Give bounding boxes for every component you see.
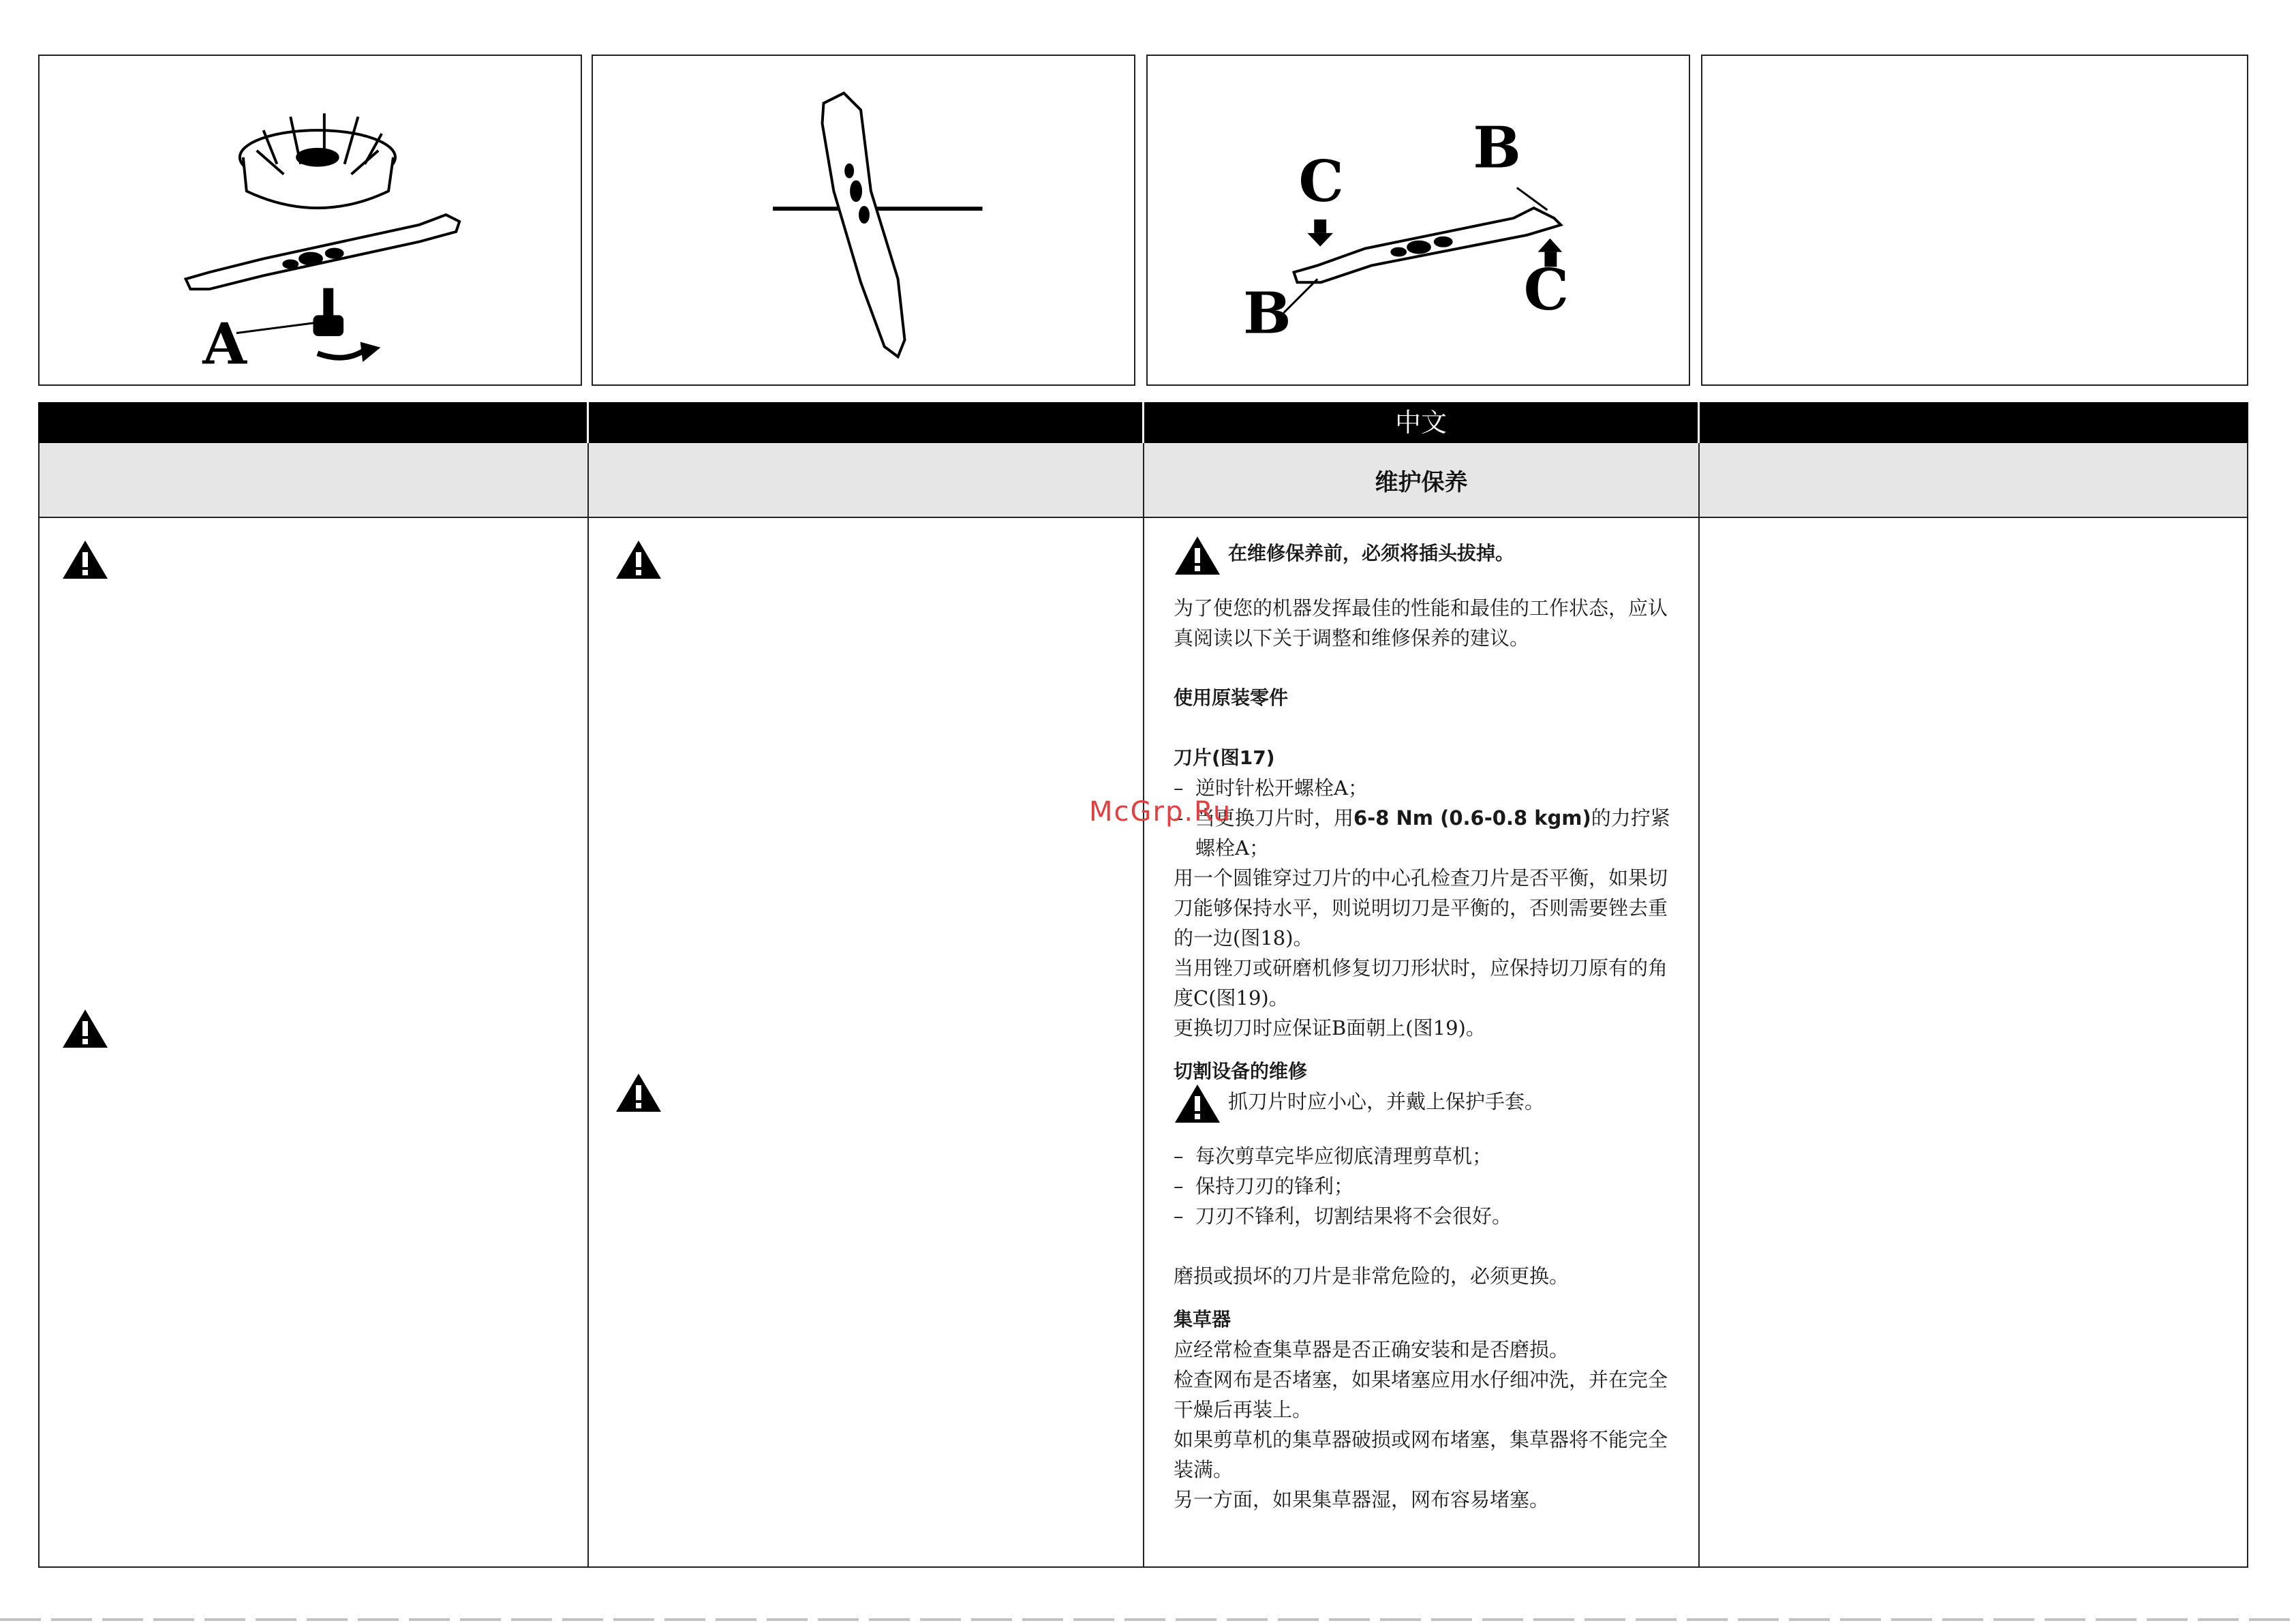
blade-removal-illustration (40, 56, 581, 384)
watermark: McGrp.Ru (1089, 796, 1232, 828)
label-b-top: B (1473, 114, 1521, 181)
heading-grass-collector: 集草器 (1174, 1308, 1231, 1331)
title-maintenance: 维护保养 (1144, 443, 1700, 517)
warning-triangle-icon (1174, 534, 1221, 577)
impeller-drawing (240, 113, 395, 208)
warning-gloves-line (1174, 1087, 1674, 1127)
column-2 (589, 518, 1144, 1566)
item-keep-sharp: – 保持刀刃的锋利； (1174, 1171, 1674, 1201)
title-cell-1 (40, 443, 589, 517)
item-clean: – 每次剪草完毕应彻底清理剪草机； (1174, 1141, 1674, 1171)
blade-balance-illustration (593, 56, 1134, 384)
figure-17-panel (38, 55, 582, 386)
sharpening-blade-drawing (1294, 208, 1561, 282)
arrow-down-icon (1307, 219, 1333, 247)
blade-step-tighten (1174, 803, 1674, 863)
section-title-bar (38, 443, 2248, 518)
heading-original-parts: 使用原装零件 (1174, 686, 1289, 709)
column-1 (40, 518, 589, 1566)
chinese-maintenance-text (1174, 539, 1674, 1515)
title-cell-2 (589, 443, 1144, 517)
lang-cell-chinese: 中文 (1144, 402, 1700, 443)
label-a: A (202, 310, 247, 378)
label-c-top: C (1298, 148, 1344, 215)
worn-blade-paragraph: 磨损或损坏的刀片是非常危险的，必须更换。 (1174, 1264, 1570, 1288)
warning-triangle-icon (61, 539, 109, 581)
collector-para-1: 应经常检查集草器是否正确安装和是否磨损。 (1174, 1338, 1570, 1361)
collector-para-3: 如果剪草机的集草器破损或网布堵塞，集草器将不能完全装满。 (1174, 1428, 1668, 1481)
balance-paragraph: 用一个圆锥穿过刀片的中心孔检查刀片是否平衡，如果切刀能够保持水平，则说明切刀是平衡的，否则需要锉去重的一边(图18)。 (1174, 866, 1668, 950)
sharpen-paragraph: 当用锉刀或研磨机修复切刀形状时，应保持切刀原有的角度C(图19)。 (1174, 956, 1668, 1010)
column-4 (1700, 518, 2247, 1566)
blade-sharpening-illustration (1148, 56, 1689, 384)
replace-paragraph: 更换切刀时应保证B面朝上(图19)。 (1174, 1016, 1486, 1040)
footer-dashed-rule (0, 1618, 2296, 1621)
warning-gloves-text: 抓刀片时应小心，并戴上保护手套。 (1228, 1090, 1545, 1113)
blade-drawing (186, 215, 460, 289)
collector-para-4: 另一方面，如果集草器湿，网布容易堵塞。 (1174, 1488, 1550, 1511)
heading-cutting-maintenance: 切割设备的维修 (1174, 1060, 1308, 1082)
language-header-bar (38, 402, 2248, 443)
title-cell-4 (1700, 443, 2247, 517)
warning-unplug-text: 在维修保养前，必须将插头拔掉。 (1228, 542, 1515, 564)
vertical-blade-drawing (823, 93, 905, 357)
warning-unplug-line (1174, 539, 1674, 579)
warning-triangle-icon (615, 1072, 662, 1114)
lang-cell-1 (38, 402, 589, 443)
item-dull: – 刀刃不锋利，切割结果将不会很好。 (1174, 1201, 1674, 1231)
torque-value: 6-8 Nm (0.6-0.8 kgm) (1353, 806, 1591, 830)
label-b-bottom: B (1243, 279, 1291, 347)
blade-step-loosen: – 逆时针松开螺栓A； (1174, 773, 1674, 803)
blade-step-tighten-post: 的力拧紧螺栓A； (1195, 806, 1670, 860)
heading-blade: 刀片(图17) (1174, 746, 1275, 769)
figure-18-panel (592, 55, 1135, 386)
label-c-bottom: C (1523, 256, 1570, 323)
warning-triangle-icon (1174, 1082, 1221, 1125)
lang-cell-4 (1700, 402, 2248, 443)
bolt-drawing (314, 289, 378, 360)
body-columns (38, 518, 2248, 1568)
lang-cell-2 (589, 402, 1144, 443)
figure-19-panel (1146, 55, 1690, 386)
empty-figure-panel (1701, 55, 2248, 386)
intro-paragraph: 为了使您的机器发挥最佳的性能和最佳的工作状态，应认真阅读以下关于调整和维修保养的建议。 (1174, 596, 1668, 650)
warning-triangle-icon (615, 539, 662, 581)
blade-step-tighten-pre: 当更换刀片时，用 (1195, 806, 1354, 830)
collector-para-2: 检查网布是否堵塞，如果堵塞应用水仔细冲洗，并在完全干燥后再装上。 (1174, 1368, 1668, 1421)
warning-triangle-icon (61, 1007, 109, 1050)
